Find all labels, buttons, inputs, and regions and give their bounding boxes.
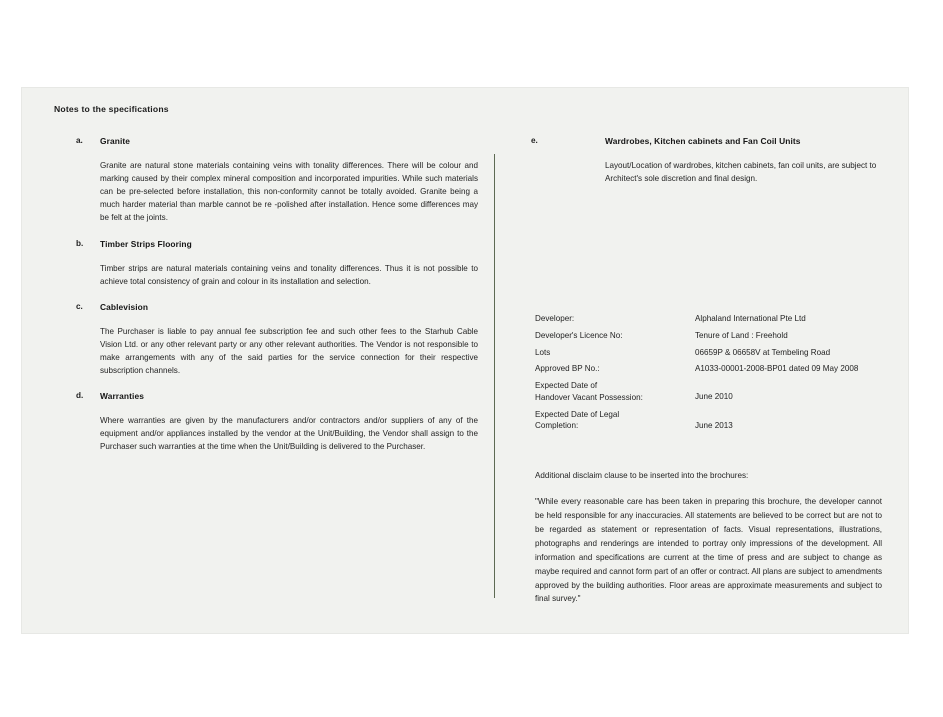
info-value: June 2013 (695, 420, 733, 430)
clause-letter: c. (76, 301, 83, 311)
two-column-layout (54, 136, 882, 606)
clause-text: Timber strips are natural materials containing veins and tonality differences. Thus it is not possible to achieve total consistency of grain and colour in its installation and selection. (100, 263, 478, 286)
info-label-multiline (535, 409, 695, 437)
disclaimer-intro: Additional disclaim clause to be inserted into the brochures: (535, 471, 749, 481)
document-sheet (22, 88, 908, 633)
info-label-line1: Expected Date of (535, 381, 598, 391)
table-row (535, 380, 858, 408)
clause-b (54, 239, 478, 288)
info-value: A1033-00001-2008-BP01 dated 09 May 2008 (695, 364, 859, 374)
clause-letter: b. (76, 238, 84, 248)
info-value: 06659P & 06658V at Tembeling Road (695, 347, 831, 357)
clause-heading: Cablevision (100, 301, 149, 312)
clause-body (100, 136, 478, 225)
info-label: Developer: (535, 314, 575, 324)
document-page (22, 88, 908, 633)
clause-heading: Wardrobes, Kitchen cabinets and Fan Coil Units (605, 136, 801, 146)
info-value: Tenure of Land : Freehold (695, 330, 788, 340)
info-label: Lots (535, 347, 551, 357)
table-row (535, 363, 858, 380)
left-column (54, 136, 494, 468)
clause-text: Layout/Location of wardrobes, kitchen cabinets, fan coil units, are subject to Architect's sole discretion and final design. (605, 161, 877, 184)
clause-heading: Warranties (100, 391, 144, 402)
right-column (495, 136, 882, 606)
info-label-line1: Expected Date of Legal (535, 409, 620, 419)
table-row (535, 409, 858, 437)
info-value: June 2010 (695, 392, 733, 402)
clause-c (54, 302, 478, 377)
info-value: Alphaland International Pte Ltd (695, 314, 806, 324)
clause-letter: a. (76, 136, 83, 145)
clause-text: Granite are natural stone materials containing veins with tonality differences. There will be colour and marking caused by their complex mineral composition and incorporated impurities. While such materials can be pre-selected before installation, this non-conformity cannot be totally avoided. Granite being a much harder material than marble cannot be re -polished after installation. Hence some differences may be felt at the joints. (100, 161, 478, 223)
clause-letter: d. (76, 391, 84, 401)
clause-d (54, 391, 478, 453)
info-label-line2: Handover Vacant Possession: (535, 392, 643, 402)
info-label: Developer's Licence No: (535, 330, 623, 340)
page-title: Notes to the specifications (54, 104, 169, 114)
clause-body (605, 136, 882, 185)
info-label: Approved BP No.: (535, 364, 600, 374)
clause-e (531, 136, 882, 185)
clause-text: The Purchaser is liable to pay annual fee subscription fee and such other fees to the Starhub Cable Vision Ltd. or any other relevant party or any other relevant authorities. The Vendor is not responsible to make arrangements with any of the said parties for the service connection for their respective subscription channels. (100, 326, 478, 376)
clause-body (100, 239, 478, 288)
table-row (535, 330, 858, 347)
info-label-multiline (535, 380, 695, 408)
clause-heading: Granite (100, 136, 131, 146)
info-label-line2: Completion: (535, 421, 579, 431)
project-info-table (535, 313, 858, 437)
disclaimer-body: "While every reasonable care has been taken in preparing this brochure, the developer cannot be held responsible for any inaccuracies. All statements are believed to be correct but are not to be regarded as statement or representation of facts. Visual representations, illustrations, photographs and renderings are intended to portray only impressions of the development. All information and specifications are current at the time of press and are subject to change as maybe required and cannot form part of an offer or contract. All plans are subject to amendments approved by the building authorities. Floor areas are approximate measurements and subject to final survey." (535, 497, 882, 604)
table-row (535, 313, 858, 330)
clause-heading: Timber Strips Flooring (100, 238, 192, 249)
clause-letter: e. (531, 136, 538, 145)
clause-body (100, 391, 478, 453)
table-row (535, 347, 858, 364)
clause-body (100, 302, 478, 377)
clause-a (54, 136, 478, 225)
clause-text: Where warranties are given by the manufacturers and/or contractors and/or suppliers of any of the equipment and/or appliances installed by the vendor at the Unit/Building, the Vendor shall assign to the Purchaser such warranties at the time when the Unit/Building is delivered to the Purchaser. (100, 416, 478, 452)
